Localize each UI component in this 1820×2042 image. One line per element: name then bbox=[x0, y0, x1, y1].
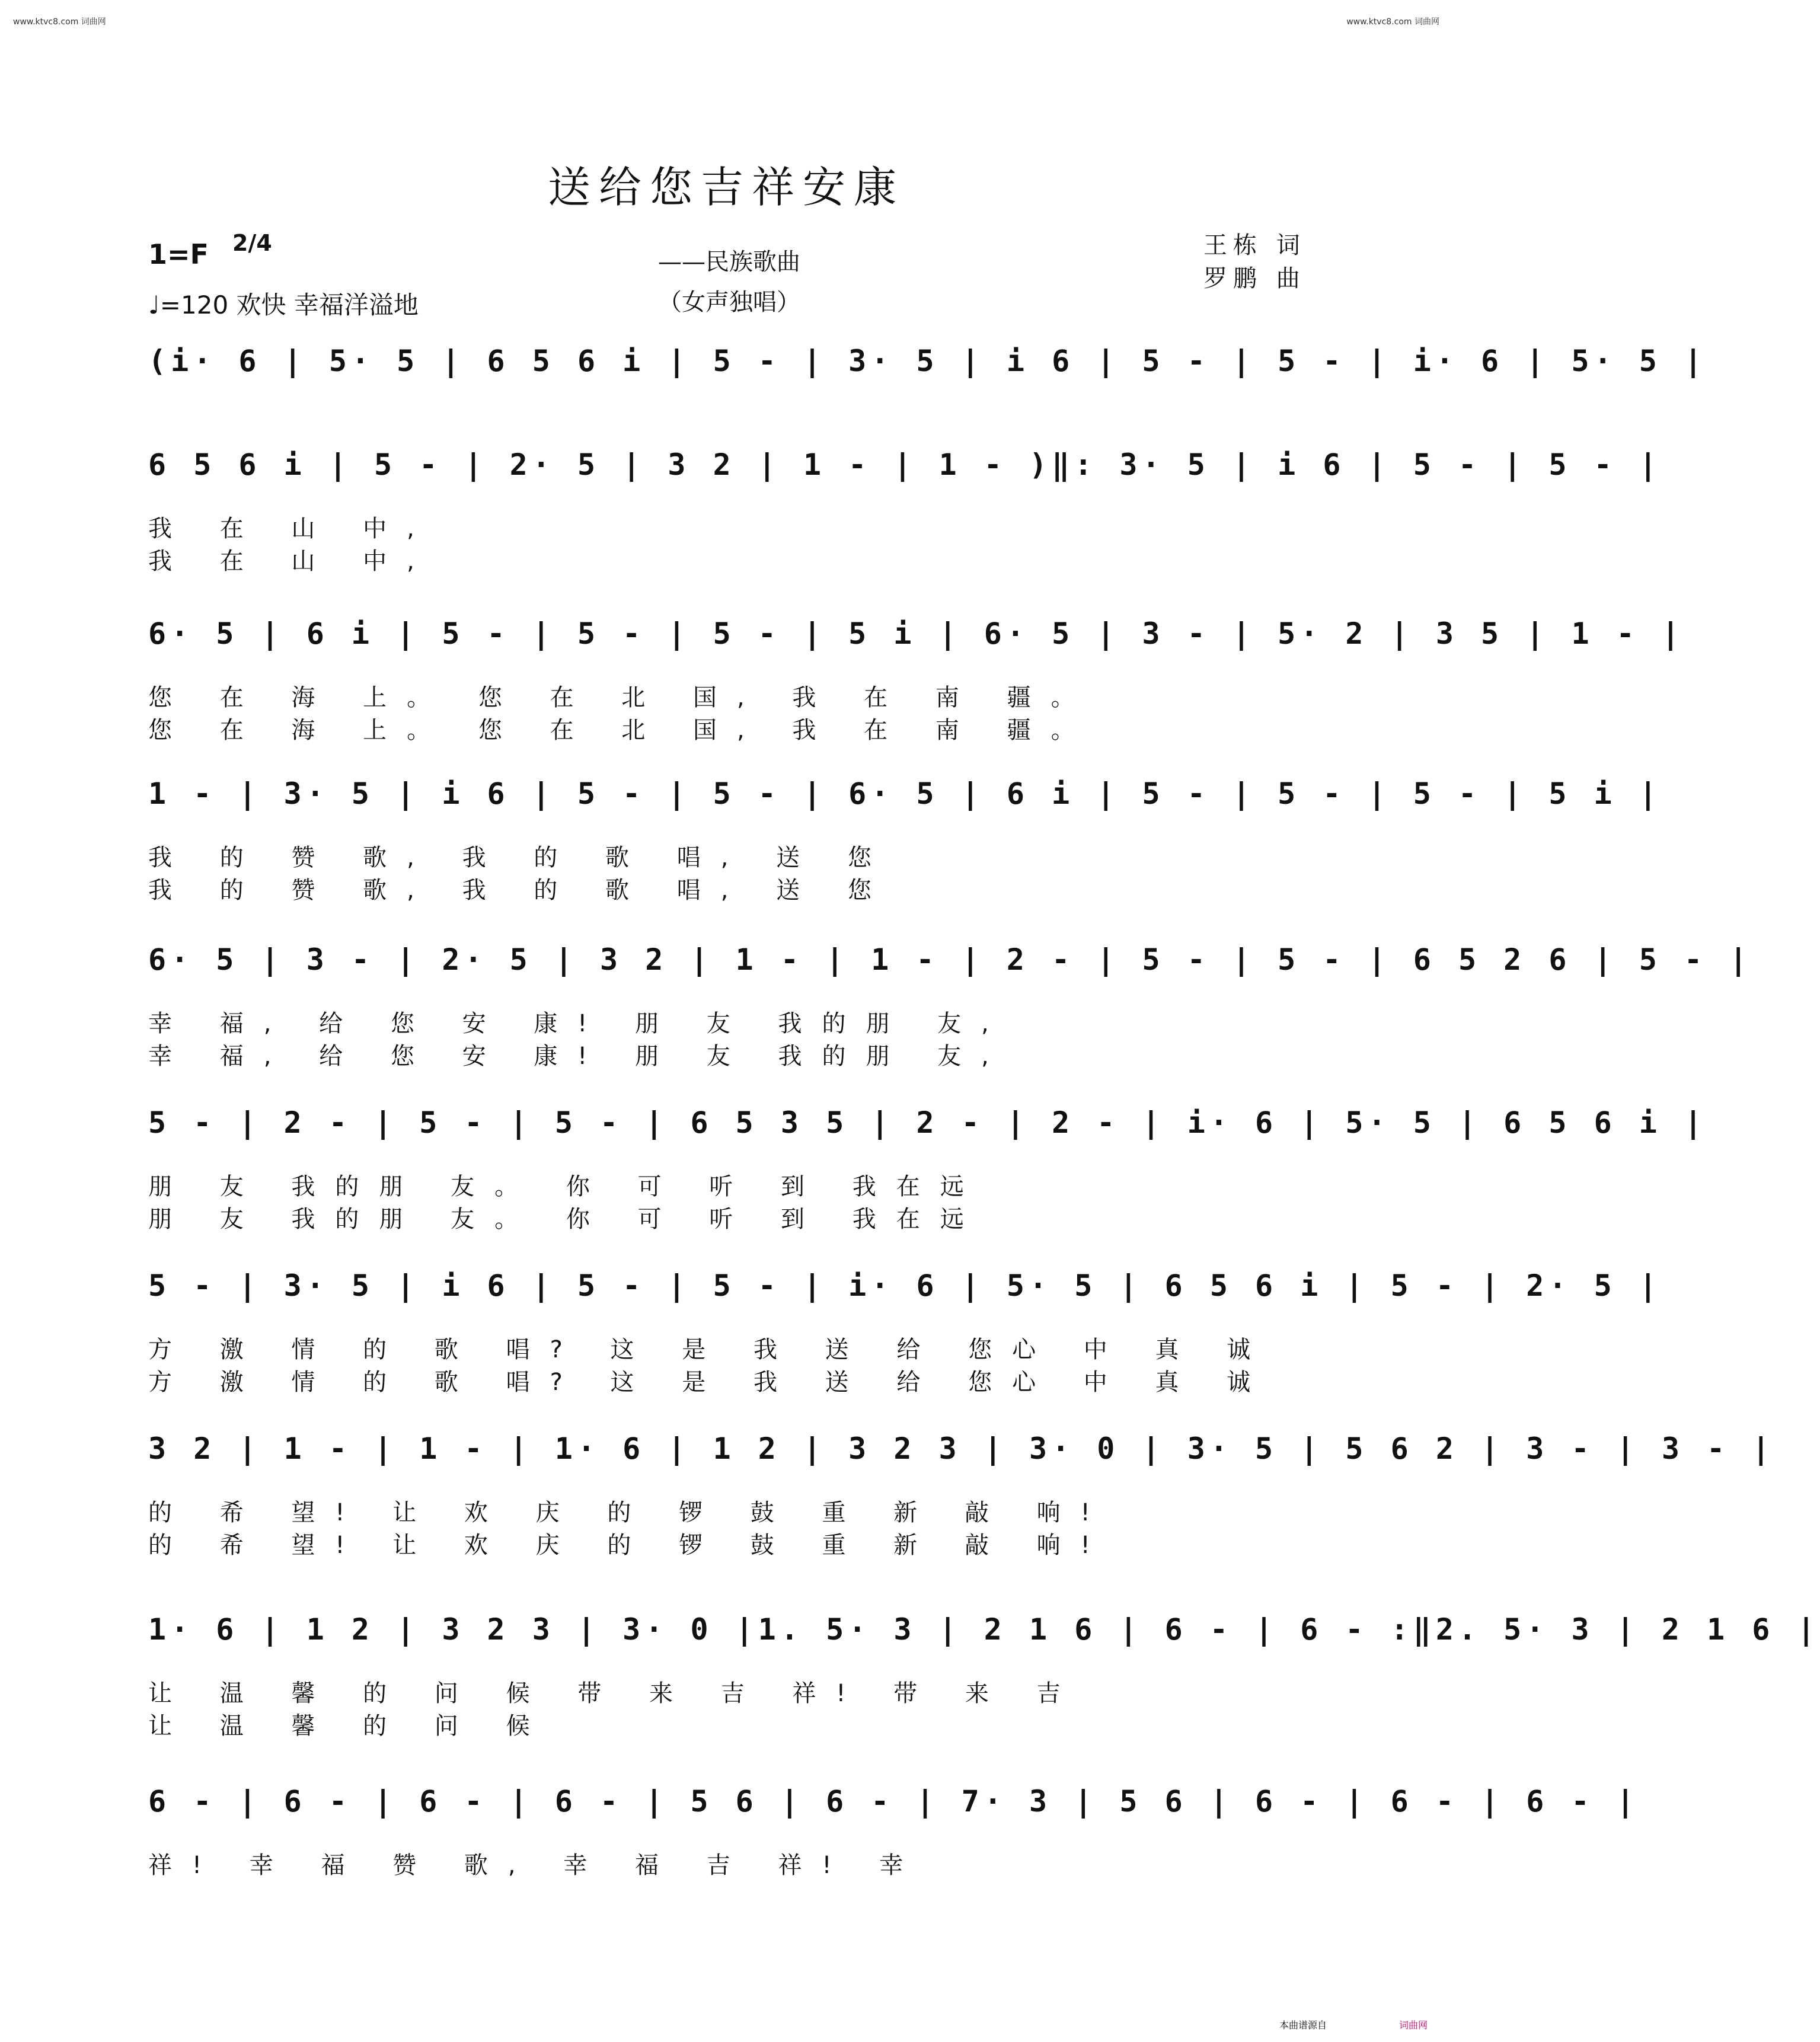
note-line: 1· 6 | 1 2 | 3 2 3 | 3· 0 |1. 5· 3 | 2 1 6 | 6 - | 6 - :‖2. 5· 3 | 2 1 6 | bbox=[148, 1612, 1820, 1647]
score-system bbox=[148, 1105, 1707, 1159]
score-system bbox=[148, 448, 1662, 501]
lyric-line: 朋 友 我的朋 友。 你 可 听 到 我在远 bbox=[148, 1173, 984, 1200]
subtitle: ——民族歌曲 bbox=[658, 248, 800, 276]
note-line: 5 - | 3· 5 | i 6 | 5 - | 5 - | i· 6 | 5· 5 | 6 5 6 i | 5 - | 2· 5 | bbox=[148, 1268, 1662, 1303]
lyric-line: 我 的 赞 歌, 我 的 歌 唱, 送 您 bbox=[148, 844, 892, 871]
lyric-line: 您 在 海 上。 您 在 北 国, 我 在 南 疆。 bbox=[148, 717, 1095, 744]
lyric-line: 我 在 山 中, bbox=[148, 548, 435, 575]
lyric-line: 方 激 情 的 歌 唱? 这 是 我 送 给 您心 中 真 诚 bbox=[148, 1336, 1271, 1363]
score-system bbox=[148, 344, 1707, 397]
lyric-line: 您 在 海 上。 您 在 北 国, 我 在 南 疆。 bbox=[148, 684, 1095, 711]
footer-source: 本曲谱源自 bbox=[1279, 2019, 1327, 2031]
tempo-marking: ♩=120 欢快 幸福洋溢地 bbox=[148, 290, 419, 319]
note-line: 6 5 6 i | 5 - | 2· 5 | 3 2 | 1 - | 1 - )‖: 3· 5 | i 6 | 5 - | 5 - | bbox=[148, 448, 1662, 482]
key-signature: 1=F bbox=[148, 238, 209, 270]
lyric-line: 我 的 赞 歌, 我 的 歌 唱, 送 您 bbox=[148, 877, 892, 904]
lyric-line: 祥! 幸 福 赞 歌, 幸 福 吉 祥! 幸 bbox=[148, 1852, 924, 1879]
header-left: www.ktvc8.com 词曲网 bbox=[13, 17, 106, 27]
lyric-line: 的 希 望! 让 欢 庆 的 锣 鼓 重 新 敲 响! bbox=[148, 1499, 1110, 1526]
lyric-line: 朋 友 我的朋 友。 你 可 听 到 我在远 bbox=[148, 1206, 984, 1233]
lyric-line: 方 激 情 的 歌 唱? 这 是 我 送 给 您心 中 真 诚 bbox=[148, 1369, 1271, 1396]
lyric-line: 让 温 馨 的 问 候 带 来 吉 祥! 带 来 吉 bbox=[148, 1680, 1081, 1707]
lyric-line: 幸 福, 给 您 安 康! 朋 友 我的朋 友, bbox=[148, 1010, 1009, 1037]
composer-credit: 罗鹏 曲 bbox=[1203, 265, 1306, 292]
lyric-line: 我 在 山 中, bbox=[148, 515, 435, 542]
score-system bbox=[148, 1612, 1820, 1666]
song-title: 送给您吉祥安康 bbox=[547, 162, 905, 212]
note-line: 6 - | 6 - | 6 - | 6 - | 5 6 | 6 - | 7· 3 | 5 6 | 6 - | 6 - | 6 - | bbox=[148, 1784, 1639, 1819]
voice-note: （女声独唱） bbox=[658, 289, 800, 316]
score-system bbox=[148, 1268, 1662, 1322]
lyric-line: 幸 福, 给 您 安 康! 朋 友 我的朋 友, bbox=[148, 1043, 1009, 1070]
header-right: www.ktvc8.com 词曲网 bbox=[1346, 17, 1439, 27]
lyric-line: 让 温 馨 的 问 候 bbox=[148, 1712, 550, 1740]
score-system bbox=[148, 942, 1752, 996]
side-watermark-left bbox=[1, 0, 9, 2042]
score-system bbox=[148, 1784, 1639, 1838]
score-system bbox=[148, 1431, 1775, 1485]
note-line: (i· 6 | 5· 5 | 6 5 6 i | 5 - | 3· 5 | i 6 | 5 - | 5 - | i· 6 | 5· 5 | bbox=[148, 344, 1707, 378]
side-watermark-right bbox=[1443, 0, 1451, 2042]
note-line: 6· 5 | 6 i | 5 - | 5 - | 5 - | 5 i | 6· 5 | 3 - | 5· 2 | 3 5 | 1 - | bbox=[148, 616, 1684, 651]
note-line: 6· 5 | 3 - | 2· 5 | 3 2 | 1 - | 1 - | 2 - | 5 - | 5 - | 6 5 2 6 | 5 - | bbox=[148, 942, 1752, 977]
footer-site: 词曲网 bbox=[1399, 2019, 1428, 2031]
note-line: 3 2 | 1 - | 1 - | 1· 6 | 1 2 | 3 2 3 | 3· 0 | 3· 5 | 5 6 2 | 3 - | 3 - | bbox=[148, 1431, 1775, 1466]
lyricist-credit: 王栋 词 bbox=[1203, 232, 1306, 259]
time-signature: 2/4 bbox=[232, 230, 272, 256]
note-line: 1 - | 3· 5 | i 6 | 5 - | 5 - | 6· 5 | 6 i | 5 - | 5 - | 5 - | 5 i | bbox=[148, 776, 1662, 811]
note-line: 5 - | 2 - | 5 - | 5 - | 6 5 3 5 | 2 - | 2 - | i· 6 | 5· 5 | 6 5 6 i | bbox=[148, 1105, 1707, 1140]
lyric-line: 的 希 望! 让 欢 庆 的 锣 鼓 重 新 敲 响! bbox=[148, 1532, 1110, 1559]
score-system bbox=[148, 776, 1662, 830]
score-system bbox=[148, 616, 1684, 670]
